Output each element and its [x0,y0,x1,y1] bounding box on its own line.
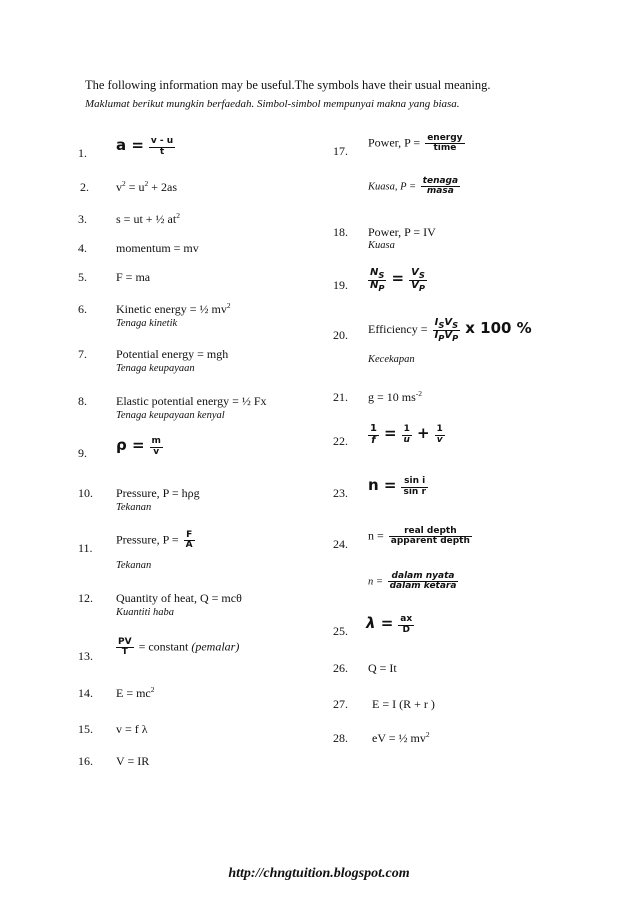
formula-27: E = I (R + r ) [372,697,435,711]
formula-12: Quantity of heat, Q = mcθ [116,591,242,605]
formula-1-number: 1. [78,146,87,160]
formula-18-malay: Kuasa [368,240,395,251]
formula-13: $\frac{PV}{T}$ = constant (pemalar) [118,637,240,658]
formula-8: Elastic potential energy = ½ Fx [116,394,267,408]
formula-28: eV = ½ $mv^2$ [372,730,430,745]
formula-20-number: 20. [333,328,348,342]
formula-15-number: 15. [78,722,93,736]
formula-6-malay: Tenaga kinetik [116,318,178,329]
formula-21-number: 21. [333,390,348,404]
formula-17-malay: Kuasa, P = $\frac{\text{tenaga}}{\text{masa}}$ [368,176,459,197]
formula-16: V = IR [116,754,150,768]
formula-11-malay: Tekanan [116,560,152,571]
formula-24-number: 24. [333,537,348,551]
formula-9: ρ = $\frac{m}{v}$ [116,436,161,457]
formula-22-number: 22. [333,434,348,448]
formula-25-number: 25. [333,624,348,638]
formula-17: Power, P = $\frac{\text{energy}}{\text{time}}$ [368,133,463,154]
formula-7-number: 7. [78,347,87,361]
formula-13-number: 13. [78,649,93,663]
formula-12-malay: Kuantiti haba [116,607,175,618]
formula-18-number: 18. [333,225,348,239]
formula-14: $E = mc^2$ [116,685,155,700]
formula-6-number: 6. [78,302,87,316]
formula-3-number: 3. [78,212,87,226]
formula-19: $\frac{N_S}{N_P}$ = $\frac{V_S}{V_P}$ [370,267,425,293]
formula-7: Potential energy = mgh [116,347,229,361]
formula-8-malay: Tenaga keupayaan kenyal [116,410,225,421]
intro-english: The following information may be useful.The symbols have their usual meaning. [85,78,491,92]
formula-8-number: 8. [78,394,87,408]
formula-7-malay: Tenaga keupayaan [116,363,195,374]
formula-2-number: 2. [80,180,89,194]
formula-9-number: 9. [78,446,87,460]
formula-6: Kinetic energy = ½ $mv^2$ [116,301,231,316]
formula-10-malay: Tekanan [116,502,152,513]
formula-25: λ = $\frac{ax}{D}$ [366,614,413,635]
footer-url[interactable]: http://chngtuition.blogspot.com [228,866,410,881]
formula-12-number: 12. [78,591,93,605]
formula-26: Q = It [368,661,397,675]
formula-5: F = ma [116,270,151,284]
formula-18: Power, P = IV [368,225,436,239]
formula-4: momentum = mv [116,241,199,255]
formula-23: n = $\frac{\text{sin i}}{\text{sin r}}$ [368,476,426,497]
formula-24: n = $\frac{\text{real depth}}{\text{apparent depth}}$ [368,526,470,547]
formula-11: Pressure, P = $\frac{F}{A}$ [116,530,193,551]
formula-10-number: 10. [78,486,93,500]
formula-27-number: 27. [333,697,348,711]
formula-17-number: 17. [333,144,348,158]
formula-23-number: 23. [333,486,348,500]
formula-2: $v^2 = u^2 + 2as$ [116,179,178,194]
formula-11-number: 11. [78,541,93,555]
formula-16-number: 16. [78,754,93,768]
formula-3: s = ut + ½ $at^2$ [116,211,180,226]
formula-20: Efficiency = $\frac{I_SV_S}{I_PV_P}$ x 100 % [368,317,532,343]
formula-10: Pressure, P = hρg [116,486,200,500]
formula-20-malay: Kecekapan [368,354,415,365]
formula-4-number: 4. [78,241,87,255]
formula-5-number: 5. [78,270,87,284]
formula-22: $\frac{1}{f}$ = $\frac{1}{u}$ + $\frac{1}{v}$ [370,423,443,446]
formula-1: a = $\frac{v - u}{t}$ [116,136,174,157]
formula-15: v = f λ [116,722,148,736]
formula-19-number: 19. [333,278,348,292]
formula-14-number: 14. [78,686,93,700]
formula-28-number: 28. [333,731,348,745]
formula-24-malay: n = $\frac{\text{dalam nyata}}{\text{dalam ketara}}$ [368,571,457,592]
intro-malay: Maklumat berikut mungkin berfaedah. Simbol-simbol mempunyai makna yang biasa. [85,98,460,110]
formula-26-number: 26. [333,661,348,675]
formula-21: g = 10 $ms^{-2}$ [368,389,423,404]
